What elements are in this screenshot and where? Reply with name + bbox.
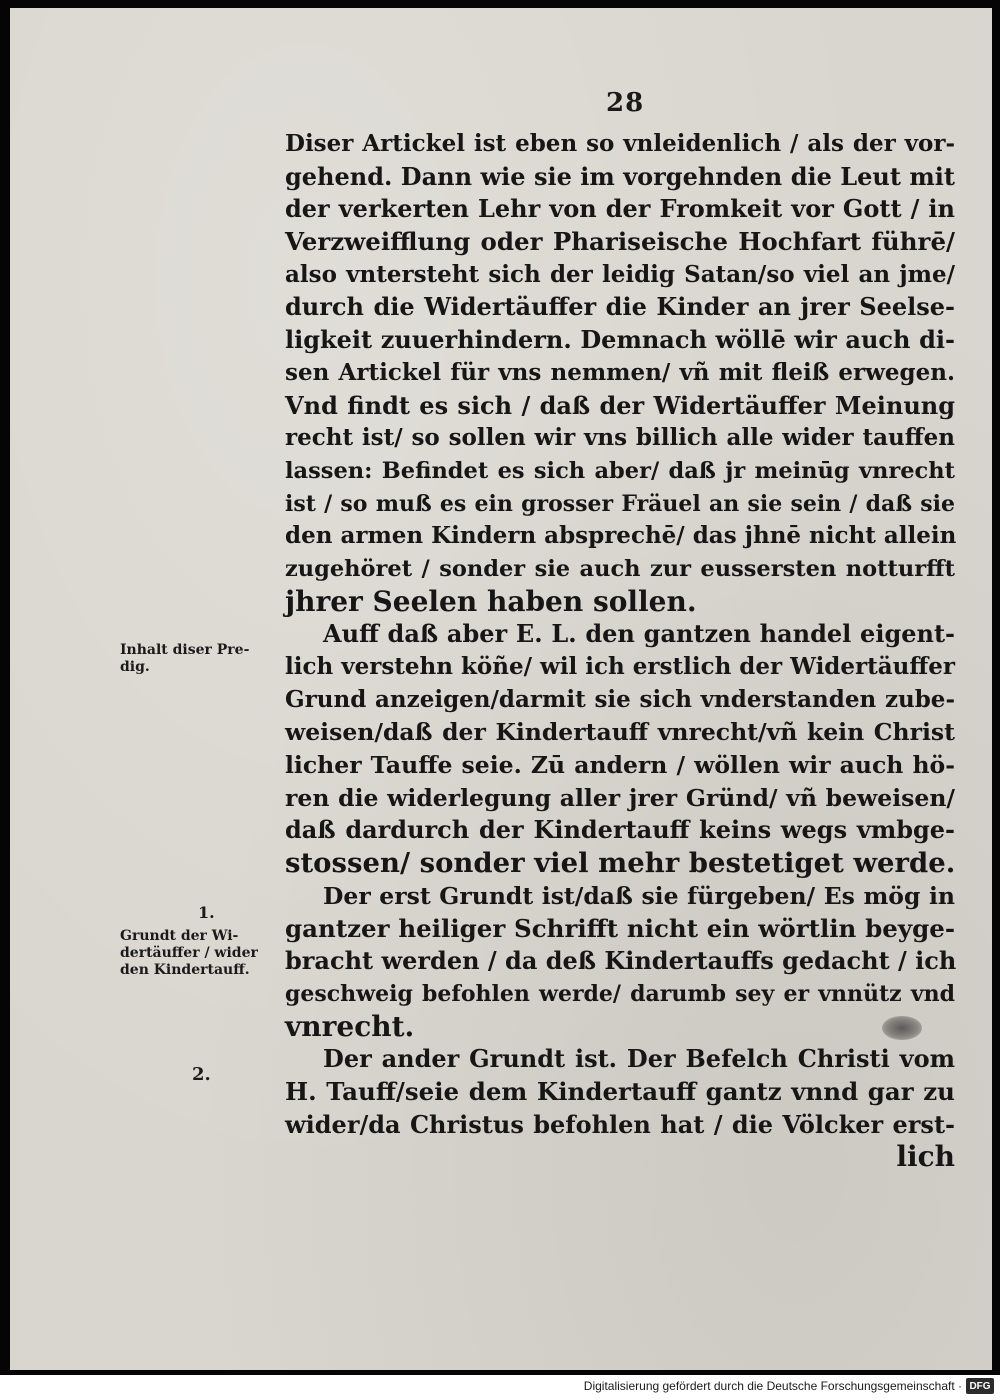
text-line: vnrecht. — [285, 1009, 415, 1043]
margin-note-line: Grundt der Wi- — [120, 928, 239, 944]
main-text-block — [285, 128, 955, 1174]
text-line: Auff daß aber E. L. den gantzen handel eigent- — [323, 619, 955, 649]
text-line: ligkeit zuuerhindern. Demnach wöllē wir auch di- — [285, 325, 955, 355]
text-line: lich verstehn köñe/ wil ich erstlich der Widertäuffer — [285, 653, 956, 680]
text-line: durch die Widertäuffer die Kinder an jrer Seelse- — [285, 292, 955, 322]
margin-note-line: Inhalt diser Pre- — [120, 642, 250, 658]
text-line: Der ander Grundt ist. Der Befelch Christi vom — [323, 1044, 955, 1074]
text-line: Vnd findt es sich / daß der Widertäuffer Meinung — [285, 390, 955, 420]
ink-stain — [882, 1016, 922, 1040]
footer-bar — [0, 1375, 1000, 1400]
catchword: lich — [896, 1140, 955, 1174]
margin-number: 2. — [192, 1064, 211, 1085]
text-line: ren die widerlegung aller jrer Gründ/ vñ beweisen/ — [285, 783, 955, 812]
margin-note-line: dertäuffer / wider — [120, 945, 258, 961]
margin-number: 1. — [198, 903, 215, 922]
text-line: also vntersteht sich der leidig Satan/so viel an jme/ — [285, 260, 955, 288]
text-line: Verzweifflung oder Phariseische Hochfart führē/ — [285, 227, 955, 257]
margin-note-ground — [120, 928, 290, 979]
text-line: wider/da Christus befohlen hat / die Völcker erst- — [285, 1109, 955, 1139]
text-line: stossen/ sonder viel mehr bestetiget werde. — [285, 847, 956, 880]
dfg-logo-icon: DFG — [966, 1378, 994, 1394]
margin-note-line: den Kindertauff. — [120, 962, 250, 978]
text-line: bracht werden / da deß Kindertauffs gedacht / ich — [285, 946, 957, 976]
text-line: gehend. Dann wie sie im vorgehnden die Leut mit — [285, 161, 955, 191]
text-line: Diser Artickel ist eben so vnleidenlich / als der vor- — [285, 130, 955, 157]
text-line: H. Tauff/seie dem Kindertauff gantz vnnd gar zu — [285, 1076, 955, 1106]
text-line: geschweig befohlen werde/ darumb sey er vnnütz vnd — [285, 980, 955, 1007]
text-line: den armen Kindern absprechē/ das jhnē nicht allein — [285, 522, 957, 550]
text-line: weisen/daß der Kindertauff vnrecht/vñ kein Christ — [285, 718, 955, 747]
text-line: Der erst Grundt ist/daß sie fürgeben/ Es mög in — [323, 881, 955, 910]
text-line: der verkerten Lehr von der Fromkeit vor Gott / in — [285, 194, 955, 224]
text-line: zugehöret / sonder sie auch zur eussersten notturfft — [285, 555, 955, 582]
document-page — [10, 8, 992, 1370]
text-line: recht ist/ so sollen wir vns billich alle wider tauffen — [285, 424, 955, 452]
text-line: lassen: Befindet es sich aber/ daß jr meinūg vnrecht — [285, 457, 955, 484]
text-line: daß dardurch der Kindertauff keins wegs vmbge- — [285, 815, 955, 845]
text-line: ist / so muß es ein grosser Fräuel an sie sein / daß sie — [285, 490, 955, 517]
text-line: jhrer Seelen haben sollen. — [285, 584, 697, 618]
margin-note-content — [120, 642, 290, 676]
page-number: 28 — [606, 88, 645, 118]
text-line: sen Artickel für vns nemmen/ vñ mit fleiß erwegen. — [285, 358, 955, 386]
funding-notice: Digitalisierung gefördert durch die Deutsche Forschungsgemeinschaft · — [583, 1379, 962, 1393]
text-line: licher Tauffe seie. Zū andern / wöllen wir auch hö- — [285, 751, 955, 780]
margin-note-line: dig. — [120, 659, 150, 675]
text-line: gantzer heiliger Schrifft nicht ein wörtlin beyge- — [285, 913, 955, 943]
text-line: Grund anzeigen/darmit sie sich vnderstanden zube- — [285, 685, 955, 713]
